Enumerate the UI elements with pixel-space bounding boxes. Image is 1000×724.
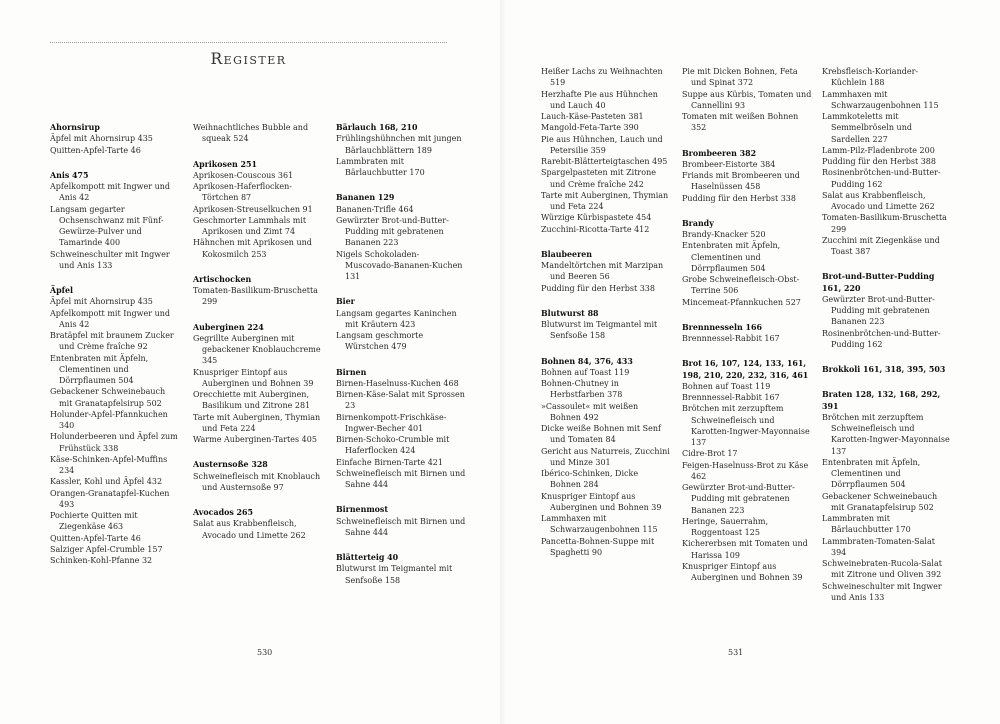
index-entry: Brandy-Knacker 520 — [682, 230, 766, 239]
index-entry: Zucchini-Ricotta-Tarte 412 — [541, 224, 650, 234]
index-group — [541, 356, 671, 559]
index-group — [50, 285, 178, 566]
index-group — [541, 308, 671, 342]
register-title: Register — [210, 50, 287, 68]
right-page — [500, 0, 1000, 724]
index-entry: Aprikosen-Streuselkuchen 91 — [193, 204, 313, 214]
index-entry: Entenbraten mit Äpfeln, Clementinen und Dörrpflaumen 504 — [50, 353, 149, 385]
index-entry: Dicke weiße Bohnen mit Senf und Tomaten 84 — [541, 424, 661, 445]
index-entry: Gegrillte Auberginen mit gebackener Knoblauchcreme 345 — [193, 333, 321, 366]
index-entry: Tomaten-Basilikum-Bruschetta 299 — [193, 286, 318, 307]
index-group — [193, 274, 323, 308]
index-entry: Entenbraten mit Äpfeln, Clementinen und Dörrpflaumen 504 — [682, 241, 781, 273]
index-entry: »Cassoulet« mit weißen Bohnen 492 — [541, 401, 639, 422]
index-heading: Birnenmost — [336, 505, 389, 515]
index-entry: Bohnen auf Toast 119 — [682, 381, 771, 391]
index-entry: Pancetta-Bohnen-Suppe mit Spaghetti 90 — [541, 536, 655, 557]
index-entry: Tomaten-Basilikum-Bruschetta 299 — [822, 213, 947, 234]
index-column — [541, 66, 671, 572]
index-group — [193, 122, 323, 145]
index-group — [336, 552, 466, 586]
index-heading: Brandy — [682, 218, 714, 228]
index-entry: Quitten-Apfel-Tarte 46 — [50, 533, 141, 543]
index-entry: Pochierte Quitten mit Ziegenkäse 463 — [50, 511, 138, 532]
index-group — [336, 122, 466, 178]
index-group — [193, 507, 323, 541]
index-group — [822, 271, 952, 350]
index-entry: Salat aus Krabbenfleisch, Avocado und Limette 262 — [193, 519, 306, 540]
index-entry: Bratäpfel mit braunem Zucker und Crème fraîche 92 — [50, 331, 174, 352]
index-column — [682, 66, 812, 597]
index-entry: Orangen-Granatapfel-Kuchen 493 — [50, 488, 170, 509]
index-heading: Brot 16, 107, 124, 133, 161, 198, 210, 220, 232, 316, 461 — [682, 359, 809, 380]
index-entry: Bohnen auf Toast 119 — [541, 367, 630, 377]
index-group — [336, 192, 466, 282]
index-heading: Blaubeeren — [541, 249, 592, 259]
index-entry: Brennnessel-Rabbit 167 — [682, 334, 780, 343]
index-entry: Knuspriger Eintopf aus Auberginen und Bohnen 39 — [193, 367, 314, 388]
index-heading: Aprikosen 251 — [193, 159, 257, 169]
index-entry: Quitten-Apfel-Tarte 46 — [50, 145, 141, 155]
index-entry: Ibérico-Schinken, Dicke Bohnen 284 — [541, 469, 639, 490]
index-entry: Schweinefleisch mit Birnen und Sahne 444 — [336, 516, 466, 537]
index-entry: Knuspriger Eintopf aus Auberginen und Bohnen 39 — [541, 491, 662, 512]
index-entry: Kassler, Kohl und Äpfel 432 — [50, 477, 163, 487]
index-entry: Birnen-Käse-Salat mit Sprossen 23 — [336, 390, 465, 411]
index-heading: Blätterteig 40 — [336, 553, 399, 562]
index-entry: Schinken-Kohl-Pfanne 32 — [50, 556, 153, 565]
index-entry: Knuspriger Eintopf aus Auberginen und Bohnen 39 — [682, 561, 803, 582]
index-entry: Heißer Lachs zu Weihnachten 519 — [541, 67, 663, 88]
index-entry: Mandeltörtchen mit Marzipan und Beeren 56 — [541, 261, 664, 282]
index-entry: Pie mit Dicken Bohnen, Feta und Spinat 372 — [682, 67, 798, 88]
index-group — [193, 459, 323, 493]
header-rule — [50, 42, 447, 43]
index-entry: Käse-Schinken-Apfel-Muffins 234 — [50, 454, 168, 475]
index-entry: Pie aus Hühnchen, Lauch und Petersilie 359 — [541, 134, 663, 155]
index-entry: Aprikosen-Haferflocken-Törtchen 87 — [193, 182, 292, 203]
index-entry: Tarte mit Auberginen, Thymian und Feta 224 — [193, 412, 321, 433]
index-entry: Schweinebraten-Rucola-Salat mit Zitrone und Oliven 392 — [822, 559, 942, 580]
index-entry: Birnen-Schoko-Crumble mit Haferflocken 424 — [336, 435, 450, 456]
index-heading: Artischocken — [193, 274, 252, 284]
index-entry: Salziger Apfel-Crumble 157 — [50, 544, 163, 554]
index-group — [50, 170, 178, 271]
index-entry: Einfache Birnen-Tarte 421 — [336, 457, 443, 467]
index-entry: Tomaten mit weißen Bohnen 352 — [682, 112, 799, 133]
index-entry: Brötchen mit zerzupftem Schweinefleisch und Karotten-Ingwer-Mayonnaise 137 — [682, 404, 810, 447]
index-group — [822, 66, 952, 257]
index-entry: Bohnen-Chutney in Herbstfarben 378 — [541, 379, 623, 400]
index-entry: Feigen-Haselnuss-Brot zu Käse 462 — [682, 460, 809, 481]
index-entry: Schweinefleisch mit Birnen und Sahne 444 — [336, 468, 466, 489]
index-column — [50, 122, 178, 580]
index-group — [336, 504, 466, 538]
index-heading: Brokkoli 161, 318, 395, 503 — [822, 365, 946, 374]
index-entry: Heringe, Sauerrahm, Roggentoast 125 — [682, 516, 769, 537]
index-column — [336, 122, 466, 600]
index-entry: Blutwurst im Teigmantel mit Senfsoße 158 — [541, 320, 658, 341]
index-entry: Lamm-Pilz-Fladenbrote 200 — [822, 145, 935, 155]
index-entry: Mincemeat-Pfannkuchen 527 — [682, 297, 801, 307]
index-entry: Suppe aus Kürbis, Tomaten und Cannellini 93 — [682, 89, 812, 110]
index-entry: Schweineschulter mit Ingwer und Anis 133 — [822, 581, 942, 602]
index-entry: Pudding für den Herbst 338 — [682, 193, 796, 203]
index-heading: Ahornsirup — [50, 123, 100, 132]
index-entry: Gewürzter Brot-und-Butter-Pudding mit gebratenen Bananen 223 — [336, 215, 449, 248]
index-entry: Krebsfleisch-Koriander-Küchlein 188 — [822, 67, 919, 88]
index-group — [682, 358, 812, 583]
index-heading: Anis 475 — [50, 170, 89, 180]
index-heading: Bananen 129 — [336, 193, 395, 203]
index-heading: Blutwurst 88 — [541, 308, 599, 318]
index-entry: Grobe Schweinefleisch-Obst-Terrine 506 — [682, 275, 800, 296]
index-group — [336, 296, 466, 352]
index-entry: Pudding für den Herbst 338 — [541, 283, 655, 293]
index-entry: Lammbraten mit Bärlauchbutter 170 — [336, 156, 425, 177]
index-entry: Langsam gegarter Ochsenschwanz mit Fünf-Gewürze-Pulver und Tamarinde 400 — [50, 204, 164, 248]
index-group — [822, 364, 952, 375]
index-entry: Rarebit-Blätterteigtaschen 495 — [541, 157, 668, 166]
index-entry: Gericht aus Naturreis, Zucchini und Minze 301 — [541, 446, 670, 467]
index-group — [193, 322, 323, 446]
index-group — [822, 389, 952, 603]
index-heading: Austernsoße 328 — [193, 460, 268, 470]
index-entry: Frühlingshühnchen mit jungen Bärlauchblättern 189 — [336, 134, 462, 155]
index-heading: Brennnesseln 166 — [682, 322, 762, 332]
page-number: 530 — [257, 648, 273, 657]
index-entry: Äpfel mit Ahornsirup 435 — [50, 134, 153, 144]
index-group — [541, 249, 671, 294]
index-group — [541, 66, 671, 235]
index-entry: Lauch-Käse-Pasteten 381 — [541, 112, 644, 121]
index-column — [193, 122, 323, 555]
index-entry: Aprikosen-Couscous 361 — [193, 170, 294, 180]
index-entry: Birnen-Haselnuss-Kuchen 468 — [336, 378, 459, 388]
index-entry: Birnenkompott-Frischkäse-Ingwer-Becher 401 — [336, 412, 447, 433]
index-heading: Auberginen 224 — [193, 322, 264, 332]
index-column — [822, 66, 952, 617]
index-group — [50, 122, 178, 156]
index-entry: Weihnachtliches Bubble and squeak 524 — [193, 123, 309, 144]
index-entry: Mangold-Feta-Tarte 390 — [541, 123, 639, 133]
index-entry: Hähnchen mit Aprikosen und Kokosmilch 253 — [193, 238, 312, 259]
index-entry: Bananen-Trifle 464 — [336, 204, 414, 214]
index-entry: Rosinenbrötchen-und-Butter-Pudding 162 — [822, 168, 941, 189]
index-entry: Gebackener Schweinebauch mit Granatapfelsirup 502 — [822, 491, 938, 512]
index-entry: Zucchini mit Ziegenkäse und Toast 387 — [822, 235, 940, 256]
index-heading: Brot-und-Butter-Pudding 161, 220 — [822, 272, 935, 293]
index-entry: Lammkoteletts mit Semmelbröseln und Sardellen 227 — [822, 112, 912, 144]
index-group — [682, 322, 812, 345]
index-entry: Lammbraten-Tomaten-Salat 394 — [822, 536, 935, 557]
index-entry: Rosinenbrötchen-und-Butter-Pudding 162 — [822, 328, 941, 349]
index-group — [682, 148, 812, 204]
index-heading: Brombeeren 382 — [682, 148, 757, 158]
index-entry: Lammbraten mit Bärlauchbutter 170 — [822, 514, 911, 535]
index-entry: Gewürzter Brot-und-Butter-Pudding mit gebratenen Bananen 223 — [682, 483, 795, 515]
index-entry: Nigels Schokoladen-Muscovado-Bananen-Kuchen 131 — [336, 249, 463, 281]
index-entry: Brötchen mit zerzupftem Schweinefleisch und Karotten-Ingwer-Mayonnaise 137 — [822, 412, 950, 456]
index-entry: Entenbraten mit Äpfeln, Clementinen und Dörrpflaumen 504 — [822, 457, 921, 490]
index-heading: Braten 128, 132, 168, 292, 391 — [822, 390, 941, 411]
index-group — [336, 367, 466, 491]
index-group — [682, 218, 812, 308]
index-entry: Spargelpasteten mit Zitrone und Crème fraîche 242 — [541, 168, 656, 189]
index-entry: Friands mit Brombeeren und Haselnüssen 458 — [682, 171, 800, 192]
index-entry: Orecchiette mit Auberginen, Basilikum und Zitrone 281 — [193, 390, 311, 411]
index-entry: Lammhaxen mit Schwarzaugenbohnen 115 — [822, 89, 939, 110]
index-entry: Schweinefleisch mit Knoblauch und Austernsoße 97 — [193, 471, 321, 492]
index-heading: Bier — [336, 297, 355, 307]
index-entry: Apfelkompott mit Ingwer und Anis 42 — [50, 182, 171, 203]
index-entry: Brennnessel-Rabbit 167 — [682, 393, 780, 402]
index-entry: Gewürzter Brot-und-Butter-Pudding mit gebratenen Bananen 223 — [822, 294, 935, 327]
index-heading: Birnen — [336, 367, 367, 377]
index-entry: Brombeer-Eistorte 384 — [682, 159, 776, 169]
index-entry: Holunderbeeren und Äpfel zum Frühstück 338 — [50, 432, 178, 453]
index-entry: Warme Auberginen-Tartes 405 — [193, 435, 317, 444]
page-number: 531 — [728, 648, 744, 657]
index-entry: Lammhaxen mit Schwarzaugenbohnen 115 — [541, 514, 658, 535]
index-heading: Bohnen 84, 376, 433 — [541, 356, 633, 366]
index-entry: Gebackener Schweinebauch mit Granatapfelsirup 502 — [50, 387, 166, 408]
index-entry: Holunder-Apfel-Pfannkuchen 340 — [50, 409, 168, 430]
index-entry: Apfelkompott mit Ingwer und Anis 42 — [50, 308, 171, 329]
index-entry: Pudding für den Herbst 388 — [822, 157, 936, 166]
index-entry: Herzhafte Pie aus Hühnchen und Lauch 40 — [541, 89, 658, 110]
index-entry: Kichererbsen mit Tomaten und Harissa 109 — [682, 539, 808, 560]
index-entry: Cidre-Brot 17 — [682, 449, 738, 459]
index-heading: Avocados 265 — [193, 508, 254, 517]
index-heading: Bärlauch 168, 210 — [336, 123, 418, 132]
index-entry: Geschmorter Lammhals mit Aprikosen und Zimt 74 — [193, 215, 307, 236]
index-entry: Blutwurst im Teigmantel mit Senfsoße 158 — [336, 564, 453, 585]
index-entry: Äpfel mit Ahornsirup 435 — [50, 297, 153, 307]
index-entry: Würzige Kürbispastete 454 — [541, 213, 652, 223]
index-group — [193, 159, 323, 260]
index-heading: Äpfel — [50, 286, 74, 295]
index-entry: Salat aus Krabbenfleisch, Avocado und Limette 262 — [822, 190, 935, 211]
index-group — [682, 66, 812, 134]
index-entry: Tarte mit Auberginen, Thymian und Feta 224 — [541, 190, 669, 211]
index-entry: Schweineschulter mit Ingwer und Anis 133 — [50, 249, 170, 270]
index-entry: Langsam gegartes Kaninchen mit Kräutern 423 — [336, 308, 457, 329]
index-entry: Langsam geschmorte Würstchen 479 — [336, 331, 424, 352]
